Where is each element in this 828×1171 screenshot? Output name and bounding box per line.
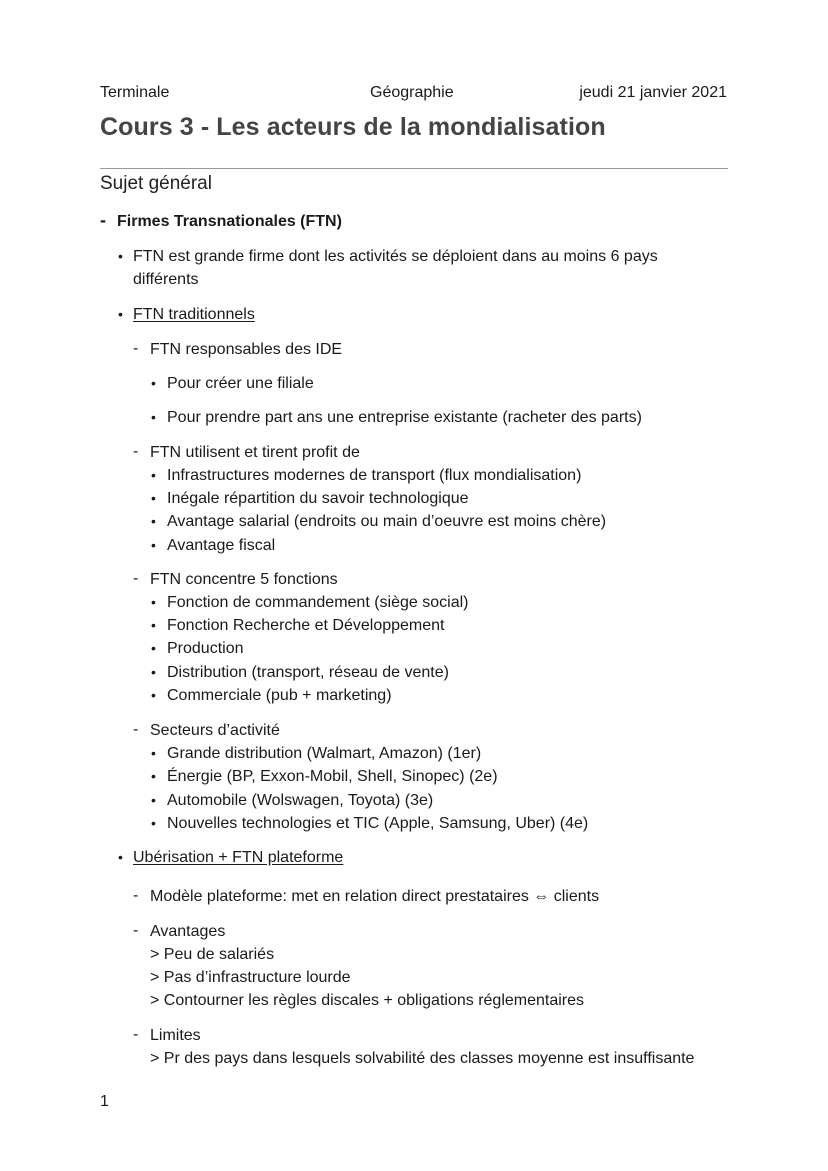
bullet-marker: • bbox=[151, 513, 156, 529]
bullet-marker: • bbox=[151, 537, 156, 553]
bullet-marker: • bbox=[151, 640, 156, 656]
bullet-marker: • bbox=[118, 849, 123, 865]
title-divider bbox=[100, 168, 728, 169]
platform-model: Modèle plateforme: met en relation direct prestataires ⇔ clients bbox=[150, 888, 600, 905]
bullet-marker: • bbox=[151, 792, 156, 808]
bullet-marker: • bbox=[151, 409, 156, 425]
bullet-marker: • bbox=[151, 594, 156, 610]
subheading-traditional: FTN traditionnels bbox=[133, 306, 255, 323]
subheading-platform: Ubérisation + FTN plateforme bbox=[133, 849, 344, 866]
list-item: Infrastructures modernes de transport (flux mondialisation) bbox=[167, 467, 582, 484]
list-item: Fonction Recherche et Développement bbox=[167, 617, 445, 634]
list-item: Commerciale (pub + marketing) bbox=[167, 687, 392, 704]
bullet-marker: • bbox=[151, 617, 156, 633]
bullet-marker: • bbox=[151, 687, 156, 703]
functions-heading: FTN concentre 5 fonctions bbox=[150, 571, 338, 588]
dash-marker: - bbox=[133, 922, 139, 939]
bullet-marker: • bbox=[151, 467, 156, 483]
list-item: Fonction de commandement (siège social) bbox=[167, 594, 469, 611]
page-title: Cours 3 - Les acteurs de la mondialisation bbox=[100, 113, 606, 141]
list-item: Production bbox=[167, 640, 244, 657]
bullet-marker: • bbox=[151, 768, 156, 784]
list-item: Avantage fiscal bbox=[167, 537, 276, 554]
dash-marker: - bbox=[133, 340, 139, 357]
list-item: Grande distribution (Walmart, Amazon) (1er) bbox=[167, 745, 482, 762]
header-date: jeudi 21 janvier 2021 bbox=[579, 84, 727, 101]
dash-marker: - bbox=[100, 210, 106, 230]
list-item: > Peu de salariés bbox=[150, 946, 275, 963]
dash-marker: - bbox=[133, 887, 139, 904]
list-item: Inégale répartition du savoir technologique bbox=[167, 490, 469, 507]
bullet-marker: • bbox=[151, 375, 156, 391]
profit-heading: FTN utilisent et tirent profit de bbox=[150, 444, 360, 461]
section-title: Sujet général bbox=[100, 173, 212, 194]
dash-marker: - bbox=[133, 1026, 139, 1043]
dash-marker: - bbox=[133, 721, 139, 738]
limits-heading: Limites bbox=[150, 1027, 201, 1044]
list-item: Énergie (BP, Exxon-Mobil, Shell, Sinopec) (2e) bbox=[167, 768, 498, 785]
topic-heading: Firmes Transnationales (FTN) bbox=[117, 213, 342, 230]
bullet-marker: • bbox=[151, 664, 156, 680]
advantages-heading: Avantages bbox=[150, 923, 226, 940]
definition-text: FTN est grande firme dont les activités se déploient dans au moins 6 pays bbox=[133, 248, 658, 265]
header-subject: Géographie bbox=[370, 84, 454, 101]
list-item: Avantage salarial (endroits ou main d’oeuvre est moins chère) bbox=[167, 513, 607, 530]
list-item: Automobile (Wolswagen, Toyota) (3e) bbox=[167, 792, 434, 809]
definition-text-cont: différents bbox=[133, 271, 199, 288]
bullet-marker: • bbox=[118, 248, 123, 264]
dash-marker: - bbox=[133, 443, 139, 460]
header-level: Terminale bbox=[100, 84, 170, 101]
page-number: 1 bbox=[100, 1093, 109, 1110]
ide-heading: FTN responsables des IDE bbox=[150, 341, 343, 358]
bullet-marker: • bbox=[151, 815, 156, 831]
list-item: > Pr des pays dans lesquels solvabilité des classes moyenne est insuffisante bbox=[150, 1050, 695, 1067]
bullet-marker: • bbox=[118, 306, 123, 322]
list-item: > Contourner les règles discales + obligations réglementaires bbox=[150, 992, 585, 1009]
list-item: Pour créer une filiale bbox=[167, 375, 314, 392]
list-item: Distribution (transport, réseau de vente) bbox=[167, 664, 449, 681]
dash-marker: - bbox=[133, 570, 139, 587]
list-item: Pour prendre part ans une entreprise existante (racheter des parts) bbox=[167, 409, 642, 426]
sectors-heading: Secteurs d’activité bbox=[150, 722, 280, 739]
list-item: > Pas d’infrastructure lourde bbox=[150, 969, 351, 986]
bullet-marker: • bbox=[151, 745, 156, 761]
list-item: Nouvelles technologies et TIC (Apple, Samsung, Uber) (4e) bbox=[167, 815, 589, 832]
bullet-marker: • bbox=[151, 490, 156, 506]
